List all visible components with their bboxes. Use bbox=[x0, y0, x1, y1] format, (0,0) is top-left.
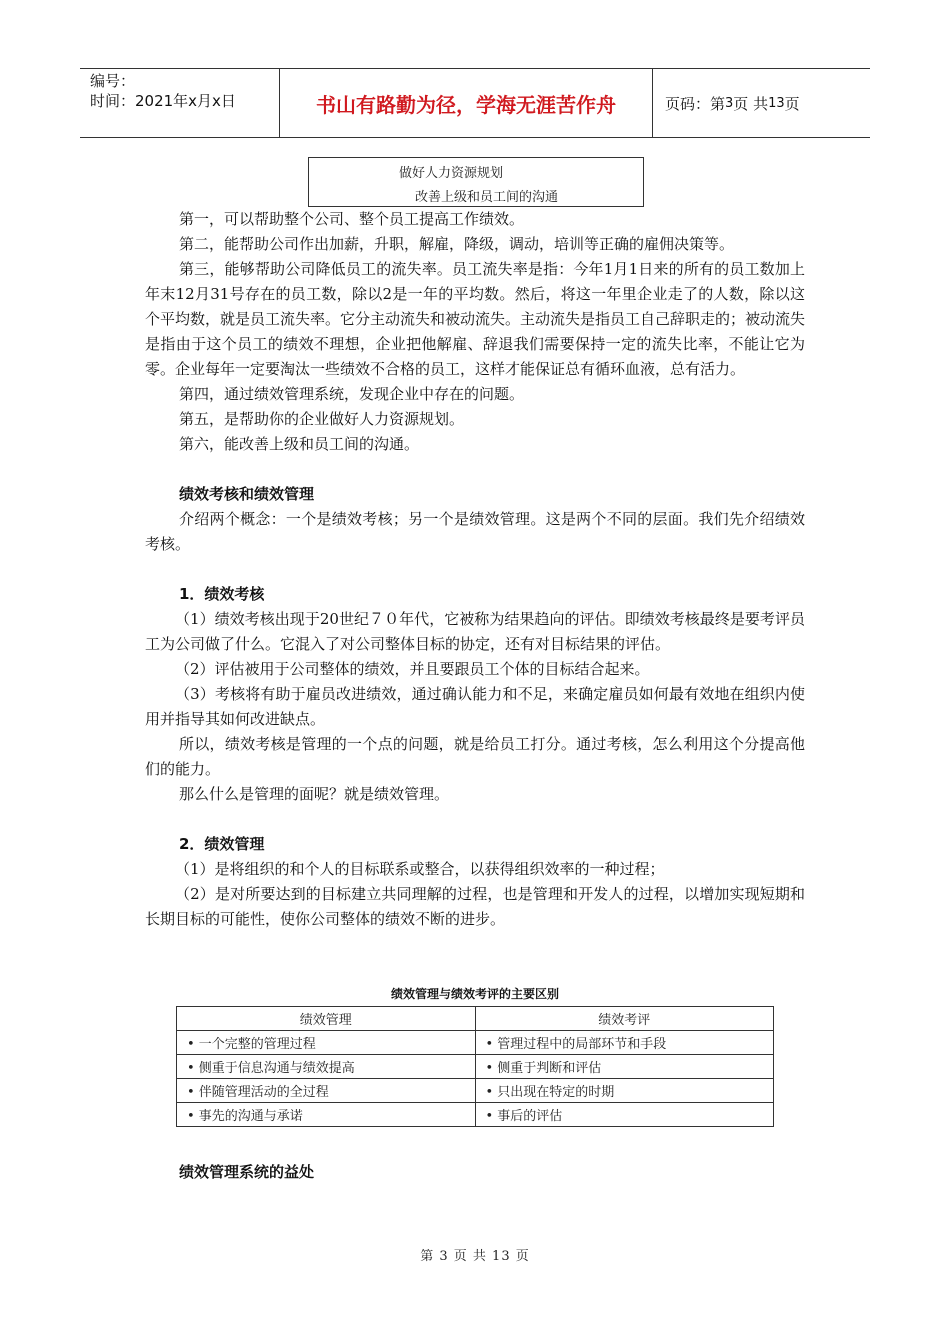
page-middle: 页 共 bbox=[733, 94, 769, 113]
comparison-table bbox=[176, 1006, 774, 1127]
header-meta bbox=[80, 69, 280, 137]
section-heading: 绩效管理系统的益处 bbox=[179, 1163, 315, 1181]
paragraph: 第六，能改善上级和员工间的沟通。 bbox=[179, 435, 420, 453]
list-item: （1）绩效考核出现于20世纪７０年代，它被称为结果趋向的评估。即绩效考核最终是要考评员工为公司做了什么。它混入了对公司整体目标的协定，还有对目标结果的评估。 bbox=[145, 610, 805, 653]
box-line-1: 做好人力资源规划 bbox=[399, 166, 504, 181]
table-header-cell: 绩效管理 bbox=[177, 1007, 476, 1031]
paragraph: 第三，能够帮助公司降低员工的流失率。员工流失率是指：今年1月1日来的所有的员工数加上年末12月31号存在的员工数，除以2是一年的平均数。然后，将这一年里企业走了的人数，除以这个平均数，就是员工流失率。它分主动流失和被动流失。主动流失是指员工自己辞职走的；被动流失是指由于这个员工的绩效不理想，企业把他解雇、辞退我们需要保持一定的流失比率，不能让它为零。企业每年一定要淘汰一些绩效不合格的员工，这样才能保证总有循环血液，总有活力。 bbox=[145, 260, 806, 378]
paragraph: 介绍两个概念：一个是绩效考核；另一个是绩效管理。这是两个不同的层面。我们先介绍绩效考核。 bbox=[145, 510, 805, 553]
paragraph: 第一，可以帮助整个公司、整个员工提高工作绩效。 bbox=[179, 210, 525, 228]
table-cell: • 伴随管理活动的全过程 bbox=[177, 1079, 476, 1103]
table-cell: • 侧重于判断和评估 bbox=[475, 1055, 774, 1079]
section-heading: 1．绩效考核 bbox=[179, 585, 265, 603]
table-row bbox=[177, 1055, 774, 1079]
list-item: （3）考核将有助于雇员改进绩效，通过确认能力和不足，来确定雇员如何最有效地在组织内使用并指导其如何改进缺点。 bbox=[145, 685, 805, 728]
table-caption: 绩效管理与绩效考评的主要区别 bbox=[390, 987, 559, 1001]
header-motto: 书山有路勤为径，学海无涯苦作舟 bbox=[280, 69, 653, 137]
paragraph: 那么什么是管理的面呢？就是绩效管理。 bbox=[179, 785, 450, 803]
document-number-label: 编号： bbox=[90, 72, 136, 90]
page-suffix: 页 bbox=[784, 94, 800, 113]
table-cell: • 事先的沟通与承诺 bbox=[177, 1103, 476, 1127]
section-heading: 2．绩效管理 bbox=[179, 835, 265, 853]
page-footer: 第 3 页 共 13 页 bbox=[420, 1249, 530, 1264]
document-body bbox=[145, 207, 805, 932]
table-row bbox=[177, 1031, 774, 1055]
paragraph: 第五，是帮助你的企业做好人力资源规划。 bbox=[179, 410, 465, 428]
table-cell: • 一个完整的管理过程 bbox=[177, 1031, 476, 1055]
table-header-cell: 绩效考评 bbox=[475, 1007, 774, 1031]
paragraph: 所以，绩效考核是管理的一个点的问题，就是给员工打分。通过考核，怎么利用这个分提高他们的能力。 bbox=[145, 735, 805, 778]
table-header-row bbox=[177, 1007, 774, 1031]
table-row bbox=[177, 1079, 774, 1103]
diagram-box bbox=[308, 157, 644, 207]
page-prefix: 页码：第 bbox=[665, 94, 726, 113]
document-date: 时间：2021年x月x日 bbox=[90, 92, 236, 110]
header-page-info bbox=[653, 69, 870, 137]
table-cell: • 侧重于信息沟通与绩效提高 bbox=[177, 1055, 476, 1079]
paragraph: 第二，能帮助公司作出加薪，升职，解雇，降级，调动，培训等正确的雇佣决策等。 bbox=[179, 235, 735, 253]
list-item: （1）是将组织的和个人的目标联系或整合，以获得组织效率的一种过程； bbox=[175, 860, 665, 878]
section-heading: 绩效考核和绩效管理 bbox=[179, 485, 315, 503]
paragraph: 第四，通过绩效管理系统，发现企业中存在的问题。 bbox=[179, 385, 525, 403]
box-line-2: 改善上级和员工间的沟通 bbox=[415, 190, 559, 205]
table-cell: • 只出现在特定的时期 bbox=[475, 1079, 774, 1103]
page-current: 3 bbox=[725, 95, 734, 111]
table-cell: • 事后的评估 bbox=[475, 1103, 774, 1127]
list-item: （2）评估被用于公司整体的绩效，并且要跟员工个体的目标结合起来。 bbox=[175, 660, 650, 678]
table-cell: • 管理过程中的局部环节和手段 bbox=[475, 1031, 774, 1055]
list-item: （2）是对所要达到的目标建立共同理解的过程，也是管理和开发人的过程，以增加实现短期和长期目标的可能性，使你公司整体的绩效不断的进步。 bbox=[145, 885, 805, 928]
page-total: 13 bbox=[768, 95, 785, 111]
table-row bbox=[177, 1103, 774, 1127]
page-header bbox=[80, 68, 870, 138]
